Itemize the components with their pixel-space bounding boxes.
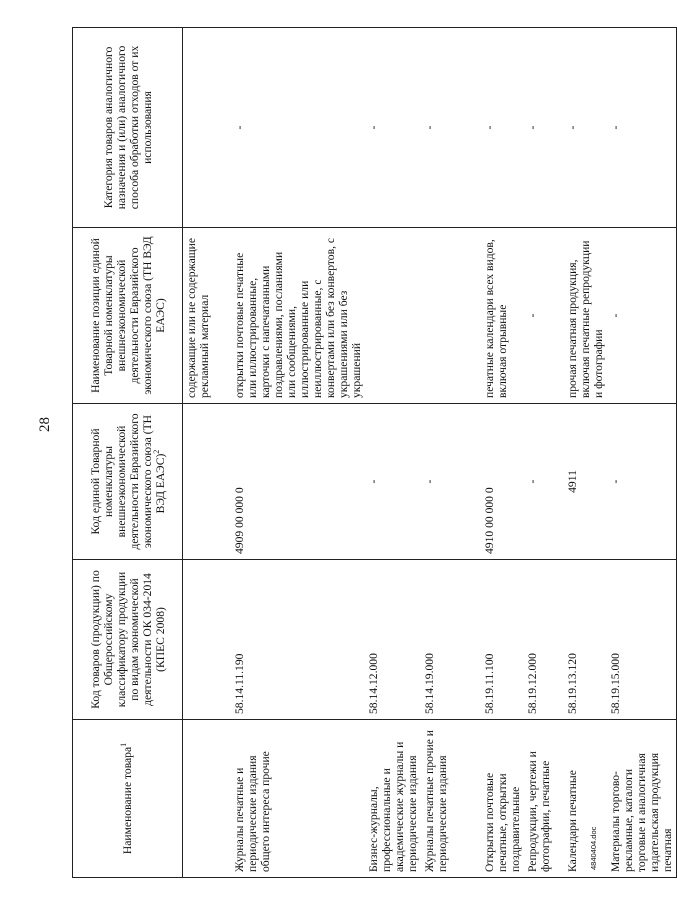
cell-okpd (183, 560, 231, 720)
page-number: 28 (37, 417, 53, 432)
header-name: Наименование товара$^1$ (73, 720, 183, 878)
cell-category: - (607, 28, 677, 228)
cell-tnved-name: - (607, 228, 677, 404)
cell-okpd: 58.19.13.120 (564, 560, 607, 720)
cell-tnved-code: - (524, 404, 564, 560)
cell-name (183, 720, 231, 878)
cell-tnved-name (421, 228, 481, 404)
table-row (481, 28, 524, 878)
cell-category: - (231, 28, 365, 228)
cell-tnved-name: прочая печатная продукция, включая печатные репродукции и фотографии (564, 228, 607, 404)
table-header-row (73, 28, 183, 878)
header-okpd: Код товаров (продукции) по Общероссийскому классификатору продукции по видам экономической деятельности ОК 034-2014 (КПЕС 2008) (73, 560, 183, 720)
cell-category (183, 28, 231, 228)
table-row (421, 28, 481, 878)
header-tnved-name: Наименование позиции единой Товарной номенклатуры внешнеэкономической деятельности Евразийского экономического союза (ТН ВЭД ЕАЭС) (73, 228, 183, 404)
table-row (365, 28, 421, 878)
cell-tnved-name: - (524, 228, 564, 404)
cell-tnved-code: - (421, 404, 481, 560)
cell-category: - (524, 28, 564, 228)
document-table-rotated (72, 28, 674, 878)
table-row (524, 28, 564, 878)
cell-name: Открытки почтовые печатные, открытки поздравительные (481, 720, 524, 878)
cell-okpd: 58.19.15.000 (607, 560, 677, 720)
cell-tnved-name: печатные календари всех видов, включая отрывные (481, 228, 524, 404)
cell-category: - (481, 28, 524, 228)
table-row (231, 28, 365, 878)
cell-okpd: 58.19.12.000 (524, 560, 564, 720)
cell-tnved-code (183, 404, 231, 560)
cell-okpd: 58.14.11.190 (231, 560, 365, 720)
goods-table (72, 27, 677, 878)
header-category: Категория товаров аналогичного назначения и (или) аналогичного способа обработки отходов от их использования (73, 28, 183, 228)
cell-name: Бизнес-журналы, профессиональные и академические журналы и периодические издания (365, 720, 421, 878)
table-row (564, 28, 607, 878)
cell-name: Календари печатные (564, 720, 607, 878)
header-tnved-code: Код единой Товарной номенклатуры внешнеэкономической деятельности Евразийского экономического союза (ТН ВЭД ЕАЭС)$^2$ (73, 404, 183, 560)
cell-tnved-code: 4911 (564, 404, 607, 560)
cell-category: - (421, 28, 481, 228)
cell-okpd: 58.14.19.000 (421, 560, 481, 720)
cell-name: Журналы печатные и периодические издания общего интереса прочие (231, 720, 365, 878)
cell-okpd: 58.19.11.100 (481, 560, 524, 720)
cell-tnved-name: содержащие или не содержащие рекламный материал (183, 228, 231, 404)
table-row (607, 28, 677, 878)
cell-tnved-code: 4909 00 000 0 (231, 404, 365, 560)
document-file-code: 4840404.doc (589, 826, 598, 870)
table-row (183, 28, 231, 878)
cell-name: Материалы торгово-рекламные, каталоги торговые и аналогичная издательская продукция печатная (607, 720, 677, 878)
cell-category: - (564, 28, 607, 228)
cell-tnved-code: - (607, 404, 677, 560)
cell-name: Журналы печатные прочие и периодические издания (421, 720, 481, 878)
cell-tnved-code: 4910 00 000 0 (481, 404, 524, 560)
cell-tnved-name (365, 228, 421, 404)
cell-name: Репродукции, чертежи и фотографии, печатные (524, 720, 564, 878)
cell-okpd: 58.14.12.000 (365, 560, 421, 720)
cell-tnved-code: - (365, 404, 421, 560)
cell-tnved-name: открытки почтовые печатные или иллюстрированные, карточки с напечатанными поздравлениями, посланиями или сообщениями, иллюстрированные или неиллюстрированные, с конвертами или без конвертов, с украшениями или без украшений (231, 228, 365, 404)
cell-category: - (365, 28, 421, 228)
